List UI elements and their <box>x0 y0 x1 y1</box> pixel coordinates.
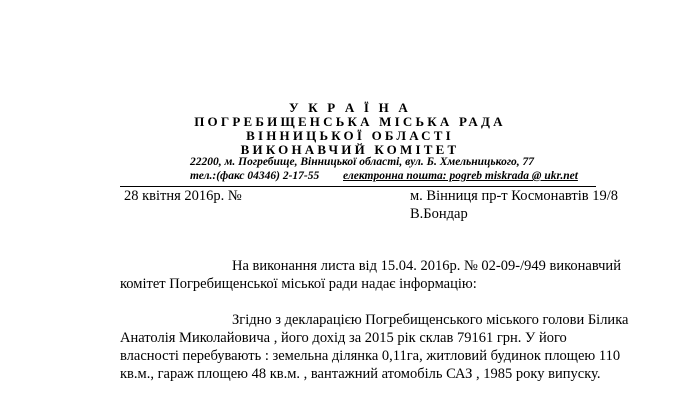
paragraph-2-line-1: Згідно з декларацією Погребищенського міського голови Білика <box>232 312 629 328</box>
header-phone: тел.:(факс 04346) 2-17-55 <box>190 170 320 182</box>
header-country: У К Р А Ї Н А <box>289 100 411 115</box>
paragraph-1-line-1: На виконання листа від 15.04. 2016р. № 02-09-/949 виконавчий <box>232 258 621 274</box>
header-email: електронна пошта: pogreb miskrada @ ukr.net <box>343 170 578 182</box>
recipient-address: м. Вінниця пр-т Космонавтів 19/8 <box>410 188 618 204</box>
paragraph-2-line-2: Анатолія Миколайовича , його дохід за 2015 рік склав 79161 грн. У його <box>120 330 567 346</box>
header-address: 22200, м. Погребище, Вінницької області, вул. Б. Хмельницького, 77 <box>190 156 535 168</box>
letter-date: 28 квітня 2016р. № <box>124 188 242 204</box>
paragraph-1-line-2: комітет Погребищенської міської ради надає інформацію: <box>120 276 477 292</box>
paragraph-2-line-4: кв.м., гараж площею 48 кв.м. , вантажний атомобіль САЗ , 1985 року випуску. <box>120 366 601 382</box>
header-council: ПОГРЕБИЩЕНСЬКА МІСЬКА РАДА <box>194 114 506 129</box>
recipient-name: В.Бондар <box>410 206 468 222</box>
header-committee: ВИКОНАВЧИЙ КОМІТЕТ <box>240 142 460 157</box>
paragraph-2-line-3: власності перебувають : земельна ділянка 0,11га, житловий будинок площею 110 <box>120 348 621 364</box>
header-region: ВІННИЦЬКОЇ ОБЛАСТІ <box>246 128 454 143</box>
header-divider <box>120 186 596 187</box>
